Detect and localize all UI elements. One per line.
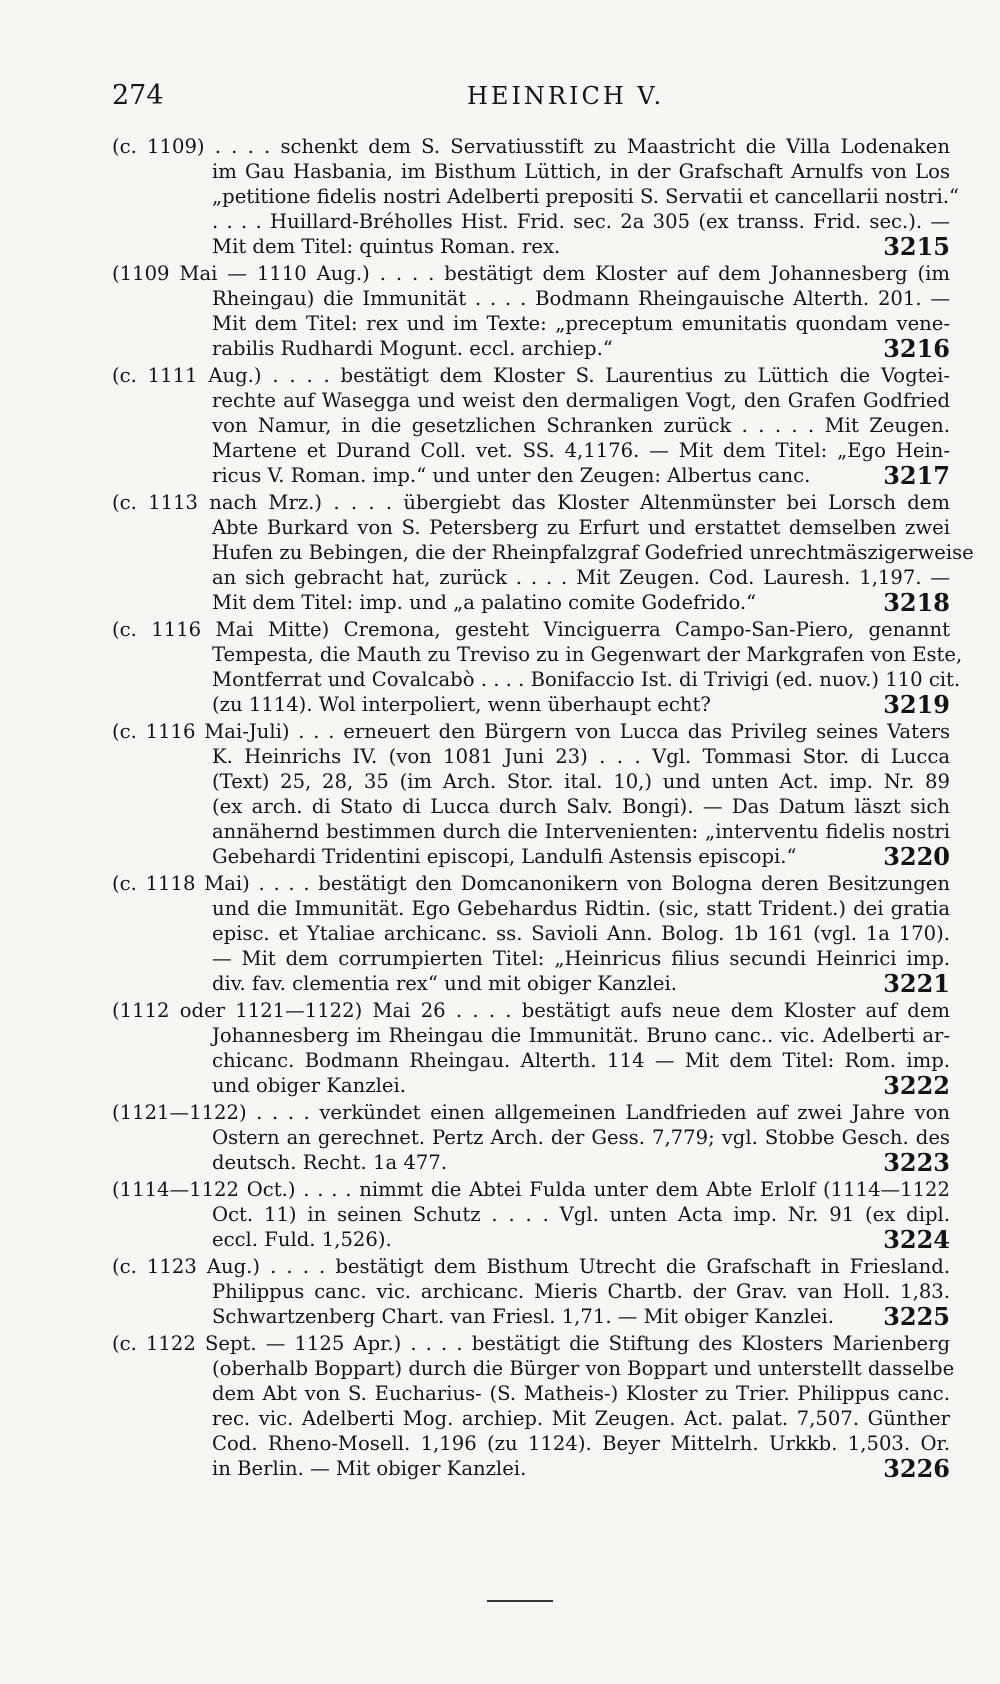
regest-entry <box>112 617 963 719</box>
entry-line: und die Immunität. Ego Gebehardus Ridtin. (sic, statt Trident.) dei gratia <box>212 897 950 920</box>
entry-line: Philippus canc. vic. archicanc. Mieris Chartb. der Grav. van Holl. 1,83. <box>212 1280 950 1303</box>
entry-number: 3222 <box>883 1071 950 1100</box>
entry-line: annähernd bestimmen durch die Intervenienten: „interventu fidelis nostri <box>212 820 950 843</box>
entry-number: 3219 <box>883 690 950 719</box>
regest-entry <box>112 363 950 488</box>
entry-line: und obiger Kanzlei. <box>212 1074 406 1097</box>
regest-entry <box>112 1177 950 1252</box>
entry-line: Martene et Durand Coll. vet. SS. 4,1176. — Mit dem Titel: „Ego Hein- <box>212 439 950 462</box>
entry-line: eccl. Fuld. 1,526). <box>212 1228 392 1251</box>
entry-line: Rheingau) die Immunität . . . . Bodmann Rheingauische Alterth. 201. — <box>212 287 950 310</box>
entry-line: Schwartzenberg Chart. van Friesl. 1,71. — Mit obiger Kanzlei. <box>212 1305 835 1328</box>
entry-line: Gebehardi Tridentini episcopi, Landulfi Astensis episcopi.“ <box>212 845 797 868</box>
regest-entry <box>112 490 974 617</box>
entry-line: Mit dem Titel: rex und im Texte: „preceptum emunitatis quondam vene- <box>212 312 950 335</box>
entry-number: 3220 <box>883 842 950 871</box>
entry-line: (c. 1113 nach Mrz.) . . . . übergiebt das Kloster Altenmünster bei Lorsch dem <box>112 491 950 514</box>
entry-line: (c. 1111 Aug.) . . . . bestätigt dem Kloster S. Laurentius zu Lüttich die Vogtei- <box>112 364 950 387</box>
entry-line: Tempesta, die Mauth zu Treviso zu in Gegenwart der Markgrafen von Este, <box>212 643 963 666</box>
entry-number: 3223 <box>883 1148 950 1177</box>
entry-number: 3224 <box>883 1225 950 1254</box>
entry-line: dem Abt von S. Eucharius- (S. Matheis-) Kloster zu Trier. Philippus canc. <box>212 1382 950 1405</box>
entry-line: K. Heinrichs IV. (von 1081 Juni 23) . . . Vgl. Tommasi Stor. di Lucca <box>212 745 950 768</box>
entry-line: chicanc. Bodmann Rheingau. Alterth. 114 — Mit dem Titel: Rom. imp. <box>212 1049 950 1072</box>
entry-line: Johannesberg im Rheingau die Immunität. Bruno canc.. vic. Adelberti ar- <box>212 1024 950 1047</box>
entry-number: 3226 <box>883 1454 950 1483</box>
regest-entry <box>112 1100 950 1175</box>
entry-line: rechte auf Wasegga und weist den dermaligen Vogt, den Grafen Godfried <box>212 389 950 412</box>
entry-line: deutsch. Recht. 1a 477. <box>212 1151 448 1174</box>
entry-line: (c. 1123 Aug.) . . . . bestätigt dem Bisthum Utrecht die Grafschaft in Friesland. <box>112 1255 950 1278</box>
entry-line: (c. 1122 Sept. — 1125 Apr.) . . . . bestätigt die Stiftung des Klosters Marienberg <box>112 1332 950 1355</box>
entry-line: episc. et Ytaliae archicanc. ss. Savioli Ann. Bolog. 1b 161 (vgl. 1a 170). <box>212 922 950 945</box>
entry-line: (c. 1116 Mai-Juli) . . . erneuert den Bürgern von Lucca das Privileg seines Vaters <box>112 720 950 743</box>
entry-line: im Gau Hasbania, im Bisthum Lüttich, in der Grafschaft Arnulfs von Los <box>212 160 950 183</box>
entry-line: (1109 Mai — 1110 Aug.) . . . . bestätigt dem Kloster auf dem Johannesberg (im <box>112 262 950 285</box>
regest-entry <box>112 871 950 996</box>
running-title: HEINRICH V. <box>467 82 665 110</box>
regest-entry <box>112 134 960 261</box>
entry-line: „petitione fidelis nostri Adelberti prepositi S. Servatii et cancellarii nostri.“ <box>212 185 960 208</box>
entry-line: Cod. Rheno-Mosell. 1,196 (zu 1124). Beyer Mittelrh. Urkkb. 1,503. Or. <box>212 1432 950 1455</box>
entry-line: in Berlin. — Mit obiger Kanzlei. <box>212 1457 527 1480</box>
entry-line: ricus V. Roman. imp.“ und unter den Zeugen: Albertus canc. <box>212 464 811 487</box>
entry-line: Oct. 11) in seinen Schutz . . . . Vgl. unten Acta imp. Nr. 91 (ex dipl. <box>212 1203 950 1226</box>
entry-number: 3215 <box>883 232 950 261</box>
entry-line: Abte Burkard von S. Petersberg zu Erfurt und erstattet demselben zwei <box>212 516 950 539</box>
entry-line: . . . . Huillard-Bréholles Hist. Frid. sec. 2a 305 (ex transs. Frid. sec.). — <box>212 210 950 233</box>
regest-entry <box>112 1331 955 1483</box>
entry-line: (c. 1116 Mai Mitte) Cremona, gesteht Vinciguerra Campo-San-Piero, genannt <box>112 618 950 641</box>
regest-entry <box>112 1254 950 1329</box>
entry-number: 3216 <box>883 334 950 363</box>
regest-entry <box>112 719 950 869</box>
entry-line: (1112 oder 1121—1122) Mai 26 . . . . bestätigt aufs neue dem Kloster auf dem <box>112 999 950 1022</box>
entry-line: (ex arch. di Stato di Lucca durch Salv. Bongi). — Das Datum läszt sich <box>212 795 950 818</box>
entry-line: (c. 1118 Mai) . . . . bestätigt den Domcanonikern von Bologna deren Besitzungen <box>112 872 950 895</box>
entry-line: an sich gebracht hat, zurück . . . . Mit Zeugen. Cod. Lauresh. 1,197. — <box>212 566 950 589</box>
entry-line: (oberhalb Boppart) durch die Bürger von Boppart und unterstellt dasselbe <box>212 1357 955 1380</box>
regest-entry <box>112 261 950 361</box>
entry-line: Montferrat und Covalcabò . . . . Bonifaccio Ist. di Trivigi (ed. nuov.) 110 cit. <box>212 668 961 691</box>
entry-line: Mit dem Titel: imp. und „a palatino comite Godefrido.“ <box>212 591 757 614</box>
entry-line: — Mit dem corrumpierten Titel: „Heinricus filius secundi Heinrici imp. <box>212 947 950 970</box>
entry-number: 3217 <box>883 461 950 490</box>
entries-list <box>112 134 974 1483</box>
entry-line: rabilis Rudhardi Mogunt. eccl. archiep.“ <box>212 337 613 360</box>
page-number: 274 <box>112 80 164 111</box>
entry-line: (Text) 25, 28, 35 (im Arch. Stor. ital. 10,) und unten Act. imp. Nr. 89 <box>212 770 950 793</box>
entry-line: (1114—1122 Oct.) . . . . nimmt die Abtei Fulda unter dem Abte Erlolf (1114—1122 <box>112 1178 950 1201</box>
entry-line: (zu 1114). Wol interpoliert, wenn überhaupt echt? <box>212 693 711 716</box>
entry-line: Ostern an gerechnet. Pertz Arch. der Gess. 7,779; vgl. Stobbe Gesch. des <box>212 1126 950 1149</box>
entry-line: (1121—1122) . . . . verkündet einen allgemeinen Landfrieden auf zwei Jahre von <box>112 1101 950 1124</box>
regest-entry <box>112 998 950 1098</box>
closing-rule <box>487 1600 553 1602</box>
entry-line: Hufen zu Bebingen, die der Rheinpfalzgraf Godefried unrechtmäszigerweise <box>212 541 974 564</box>
entry-number: 3225 <box>883 1302 950 1331</box>
page-header <box>112 80 672 120</box>
entry-line: Mit dem Titel: quintus Roman. rex. <box>212 235 561 258</box>
entry-number: 3218 <box>883 588 950 617</box>
entry-line: rec. vic. Adelberti Mog. archiep. Mit Zeugen. Act. palat. 7,507. Günther <box>212 1407 950 1430</box>
entry-line: div. fav. clementia rex“ und mit obiger Kanzlei. <box>212 972 677 995</box>
entry-line: von Namur, in die gesetzlichen Schranken zurück . . . . . Mit Zeugen. <box>212 414 950 437</box>
entry-number: 3221 <box>883 969 950 998</box>
entry-line: (c. 1109) . . . . schenkt dem S. Servatiusstift zu Maastricht die Villa Lodenaken <box>112 135 950 158</box>
